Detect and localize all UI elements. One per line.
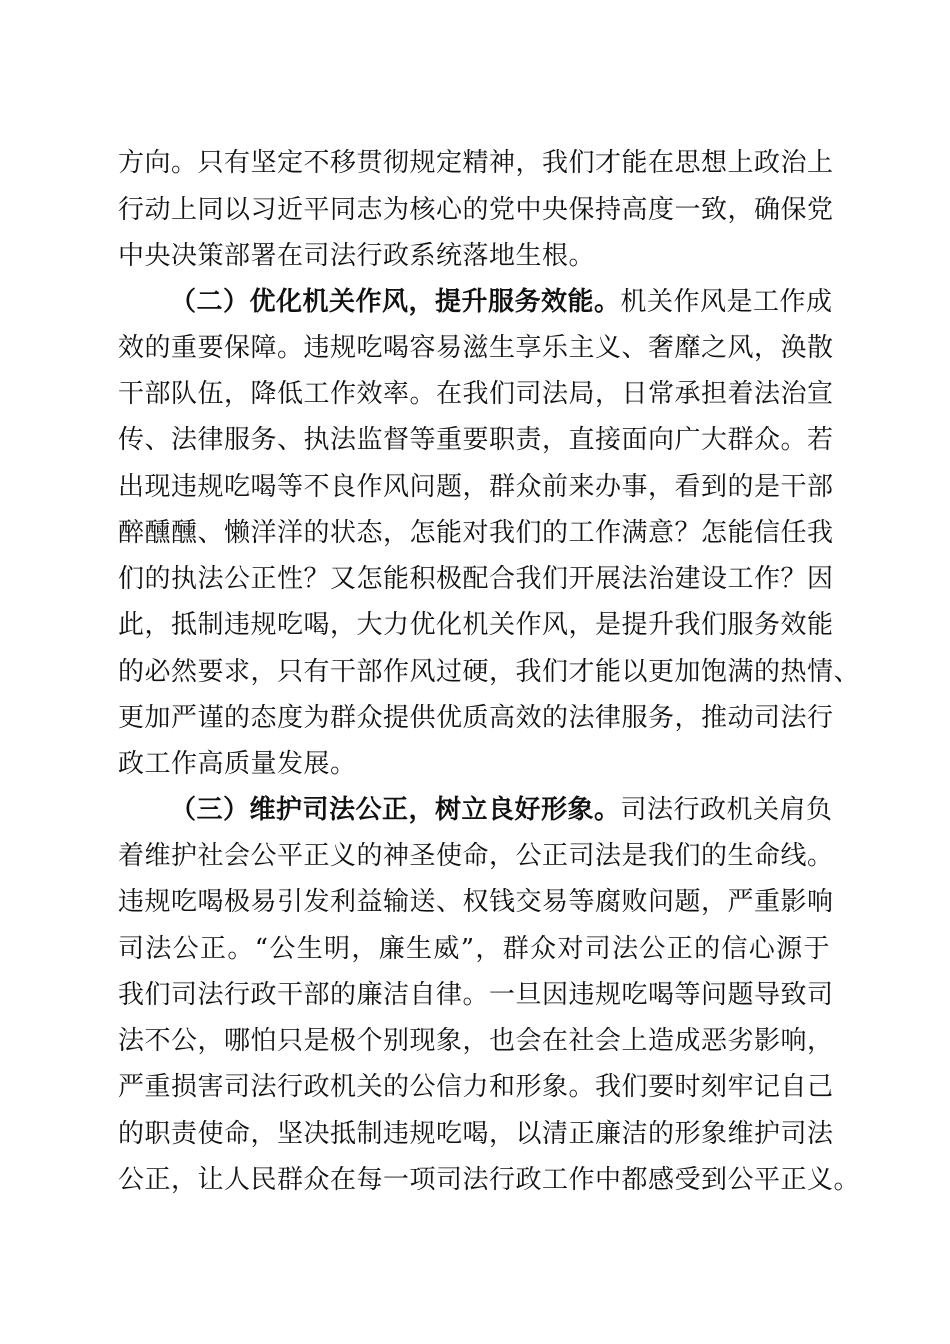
section-2-line: 醉醺醺、懒洋洋的状态，怎能对我们的工作满意？怎能信任我 (118, 518, 834, 548)
paragraph-1-line-2: 行动上同以习近平同志为核心的党中央保持高度一致，确保党 (118, 195, 834, 225)
section-2-line: 更加严谨的态度为群众提供优质高效的法律服务，推动司法行 (118, 703, 834, 733)
section-3-line: 司法公正。“公生明，廉生威”，群众对司法公正的信心源于 (118, 934, 830, 964)
section-3-line: 的职责使命，坚决抵制违规吃喝，以清正廉洁的形象维护司法 (118, 1119, 834, 1149)
section-3-line: 法不公，哪怕只是极个别现象，也会在社会上造成恶劣影响， (118, 1026, 834, 1056)
section-2-line: 政工作高质量发展。 (118, 749, 357, 779)
section-3-first-line (170, 790, 833, 830)
section-2-line: 们的执法公正性？又怎能积极配合我们开展法治建设工作？因 (118, 564, 834, 594)
section-3-line: 着维护社会公平正义的神圣使命，公正司法是我们的生命线。 (118, 841, 834, 871)
section-2-line: 干部队伍，降低工作效率。在我们司法局，日常承担着法治宣 (118, 379, 834, 409)
section-2-first-line (170, 282, 833, 322)
section-2-line: 的必然要求，只有干部作风过硬，我们才能以更加饱满的热情、 (118, 657, 861, 687)
section-2-first-line-text: 机关作风是工作成 (620, 287, 833, 317)
section-3-line: 我们司法行政干部的廉洁自律。一旦因违规吃喝等问题导致司 (118, 980, 834, 1010)
section-2-line: 效的重要保障。违规吃喝容易滋生享乐主义、奢靡之风，涣散 (118, 333, 834, 363)
section-2-line: 出现违规吃喝等不良作风问题，群众前来办事，看到的是干部 (118, 472, 834, 502)
paragraph-1-line-3: 中央决策部署在司法行政系统落地生根。 (118, 241, 596, 271)
section-2-heading: （二）优化机关作风，提升服务效能。 (170, 287, 621, 317)
section-3-first-line-text: 司法行政机关肩负 (620, 795, 833, 825)
paragraph-1-line-1: 方向。只有坚定不移贯彻规定精神，我们才能在思想上政治上 (118, 148, 834, 178)
section-3-line: 公正，让人民群众在每一项司法行政工作中都感受到公平正义。 (118, 1165, 861, 1195)
section-3-heading: （三）维护司法公正，树立良好形象。 (170, 795, 621, 825)
section-2-line: 此，抵制违规吃喝，大力优化机关作风，是提升我们服务效能 (118, 610, 834, 640)
section-3-line: 严重损害司法行政机关的公信力和形象。我们要时刻牢记自己 (118, 1072, 834, 1102)
section-2-line: 传、法律服务、执法监督等重要职责，直接面向广大群众。若 (118, 425, 834, 455)
section-3-line: 违规吃喝极易引发利益输送、权钱交易等腐败问题，严重影响 (118, 887, 834, 917)
